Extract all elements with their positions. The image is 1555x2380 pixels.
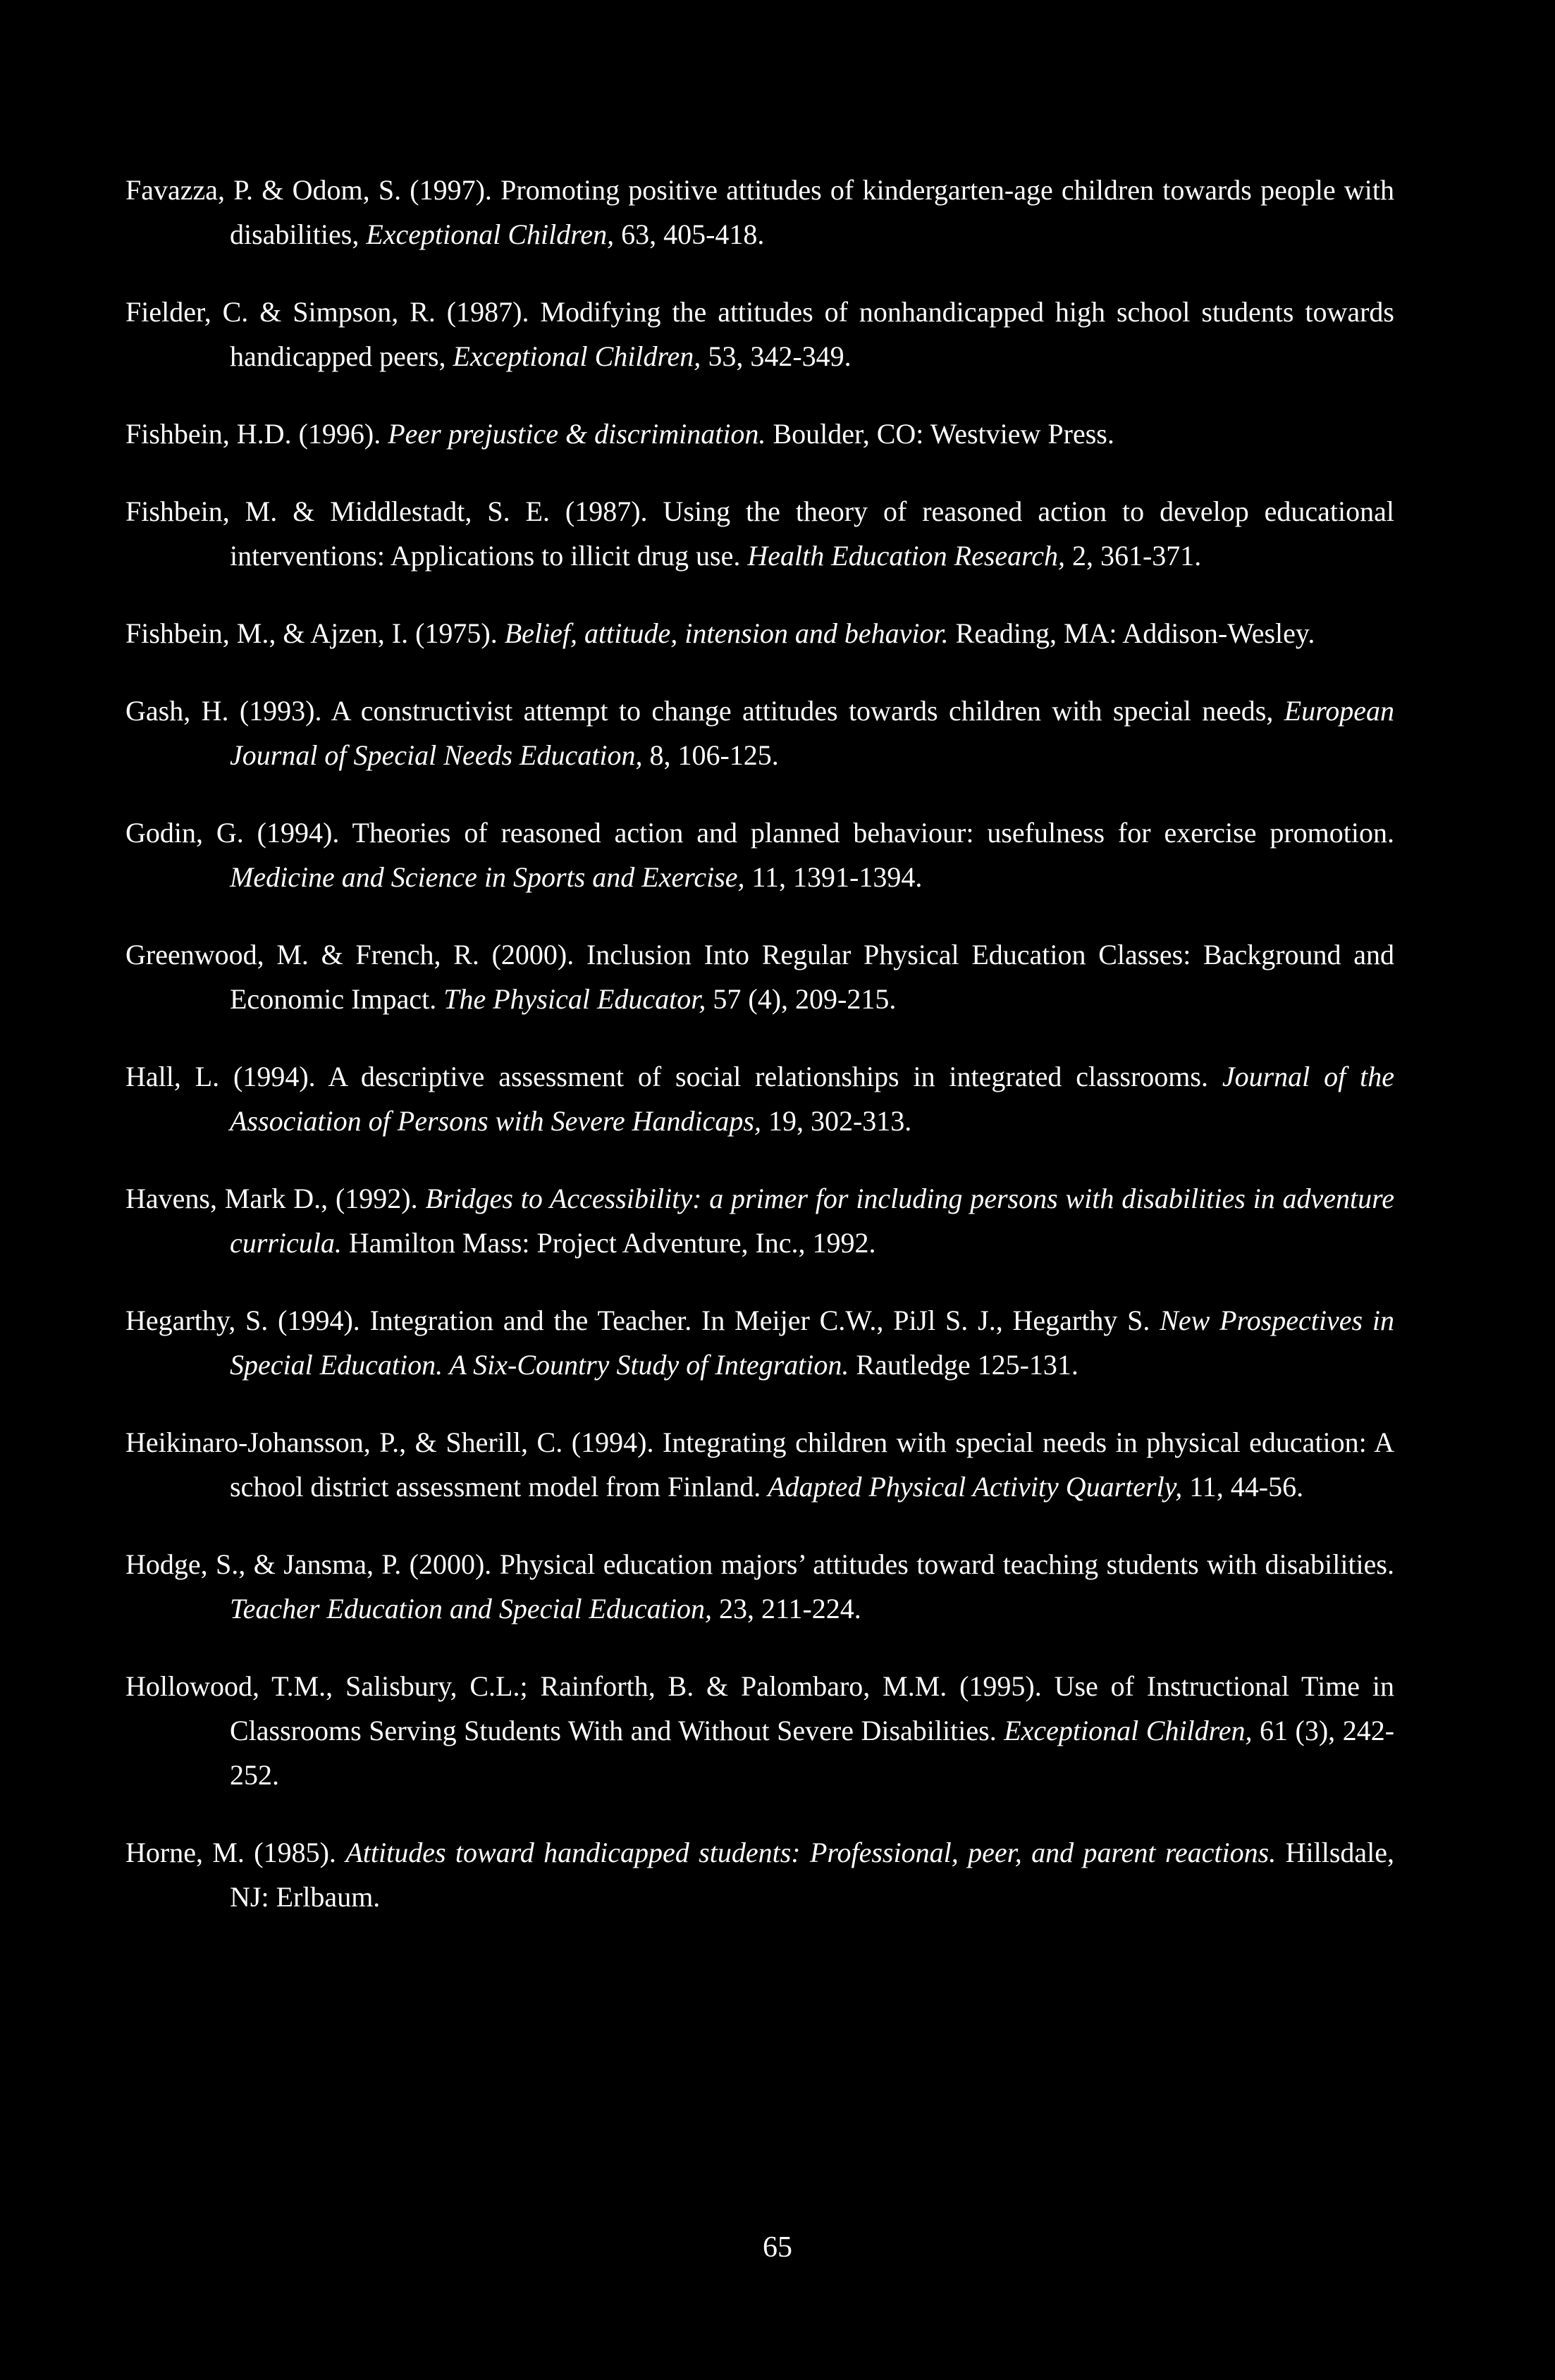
reference-source: Health Education Research, — [747, 540, 1065, 572]
reference-source: Peer prejustice & discrimination. — [388, 418, 766, 450]
reference-list — [125, 168, 1394, 1952]
reference-authors: Hegarthy, S. (1994). — [125, 1305, 360, 1336]
reference-details: Rautledge 125-131. — [856, 1349, 1078, 1381]
reference-details: 2, 361-371. — [1071, 540, 1202, 572]
reference-entry — [125, 810, 1394, 899]
reference-authors: Fishbein, M., & Ajzen, I. (1975). — [125, 617, 498, 649]
reference-source: Bridges to Accessibility: a primer for including persons with disabilities in adventure curricula. — [230, 1183, 1395, 1259]
reference-details: 53, 342-349. — [708, 340, 852, 372]
reference-title: Integrating children with special needs in physical education: A school district assessment model from Finland. — [230, 1426, 1395, 1503]
reference-details: 11, 1391-1394. — [751, 861, 923, 893]
reference-authors: Fishbein, M. & Middlestadt, S. E. (1987). — [125, 495, 648, 527]
reference-authors: Hollowood, T.M., Salisbury, C.L.; Rainforth, B. & Palombaro, M.M. (1995). — [125, 1670, 1042, 1702]
reference-entry — [125, 489, 1394, 578]
reference-authors: Fielder, C. & Simpson, R. (1987). — [125, 296, 529, 328]
reference-entry — [125, 689, 1394, 777]
reference-title: Using the theory of reasoned action to develop educational interventions: Applications to illicit drug use. — [230, 495, 1394, 572]
reference-entry — [125, 1830, 1394, 1919]
reference-entry — [125, 611, 1394, 655]
reference-details: Hillsdale, NJ: Erlbaum. — [230, 1837, 1395, 1913]
reference-title: Theories of reasoned action and planned behaviour: usefulness for exercise promotion. — [352, 817, 1395, 849]
reference-authors: Heikinaro-Johansson, P., & Sherill, C. (1994). — [125, 1426, 654, 1458]
reference-authors: Hodge, S., & Jansma, P. (2000). — [125, 1548, 492, 1580]
reference-title: Physical education majors’ attitudes toward teaching students with disabilities. — [499, 1548, 1394, 1580]
reference-details: 63, 405-418. — [621, 218, 765, 250]
reference-details: 19, 302-313. — [768, 1105, 912, 1137]
reference-details: 57 (4), 209-215. — [713, 983, 897, 1015]
reference-authors: Greenwood, M. & French, R. (2000). — [125, 939, 574, 970]
reference-authors: Horne, M. (1985). — [125, 1837, 336, 1868]
reference-entry — [125, 168, 1394, 257]
reference-entry — [125, 1176, 1394, 1265]
reference-title: Promoting positive attitudes of kindergarten-age children towards people with disabilities, — [230, 174, 1395, 250]
reference-source: Attitudes toward handicapped students: Professional, peer, and parent reactions. — [345, 1837, 1277, 1868]
reference-title: A constructivist attempt to change attitudes towards children with special needs, — [331, 695, 1274, 727]
reference-authors: Gash, H. (1993). — [125, 695, 322, 727]
reference-entry — [125, 1542, 1394, 1631]
reference-details: 61 (3), 242-252. — [230, 1715, 1395, 1791]
reference-source: Belief, attitude, intension and behavior. — [504, 617, 949, 649]
reference-title: Integration and the Teacher. In Meijer C.W., PiJl S. J., Hegarthy S. — [369, 1305, 1150, 1336]
reference-authors: Fishbein, H.D. (1996). — [125, 418, 381, 450]
reference-details: Reading, MA: Addison-Wesley. — [955, 617, 1315, 649]
reference-source: Exceptional Children, — [366, 218, 615, 250]
reference-details: Boulder, CO: Westview Press. — [773, 418, 1114, 450]
reference-details: Hamilton Mass: Project Adventure, Inc., 1992. — [348, 1227, 876, 1259]
reference-entry — [125, 412, 1394, 456]
reference-entry — [125, 1420, 1394, 1509]
reference-source: European Journal of Special Needs Education, — [230, 695, 1395, 771]
reference-entry — [125, 1298, 1394, 1387]
reference-authors: Hall, L. (1994). — [125, 1061, 316, 1092]
reference-entry — [125, 1054, 1394, 1143]
reference-title: Use of Instructional Time in Classrooms Serving Students With and Without Severe Disabilities. — [230, 1670, 1395, 1746]
reference-details: 23, 211-224. — [718, 1593, 861, 1624]
reference-source: Exceptional Children, — [1004, 1715, 1253, 1746]
page-number: 65 — [763, 2231, 792, 2264]
reference-authors: Havens, Mark D., (1992). — [125, 1183, 418, 1214]
reference-entry — [125, 932, 1394, 1021]
reference-source: Exceptional Children, — [453, 340, 701, 372]
reference-title: A descriptive assessment of social relationships in integrated classrooms. — [328, 1061, 1208, 1092]
reference-authors: Godin, G. (1994). — [125, 817, 340, 849]
reference-authors: Favazza, P. & Odom, S. (1997). — [125, 174, 492, 206]
reference-source: The Physical Educator, — [443, 983, 706, 1015]
reference-source: Medicine and Science in Sports and Exercise, — [230, 861, 745, 893]
reference-source: Adapted Physical Activity Quarterly, — [768, 1471, 1183, 1503]
reference-entry — [125, 1664, 1394, 1797]
reference-source: New Prospectives in Special Education. A Six-Country Study of Integration. — [230, 1305, 1395, 1381]
reference-source: Teacher Education and Special Education, — [230, 1593, 712, 1624]
reference-title: Inclusion Into Regular Physical Education Classes: Background and Economic Impact. — [230, 939, 1395, 1015]
reference-entry — [125, 290, 1394, 378]
reference-source: Journal of the Association of Persons with Severe Handicaps, — [230, 1061, 1394, 1137]
reference-details: 8, 106-125. — [649, 739, 779, 771]
reference-title: Modifying the attitudes of nonhandicapped high school students towards handicapped peers, — [230, 296, 1394, 372]
reference-details: 11, 44-56. — [1189, 1471, 1304, 1503]
